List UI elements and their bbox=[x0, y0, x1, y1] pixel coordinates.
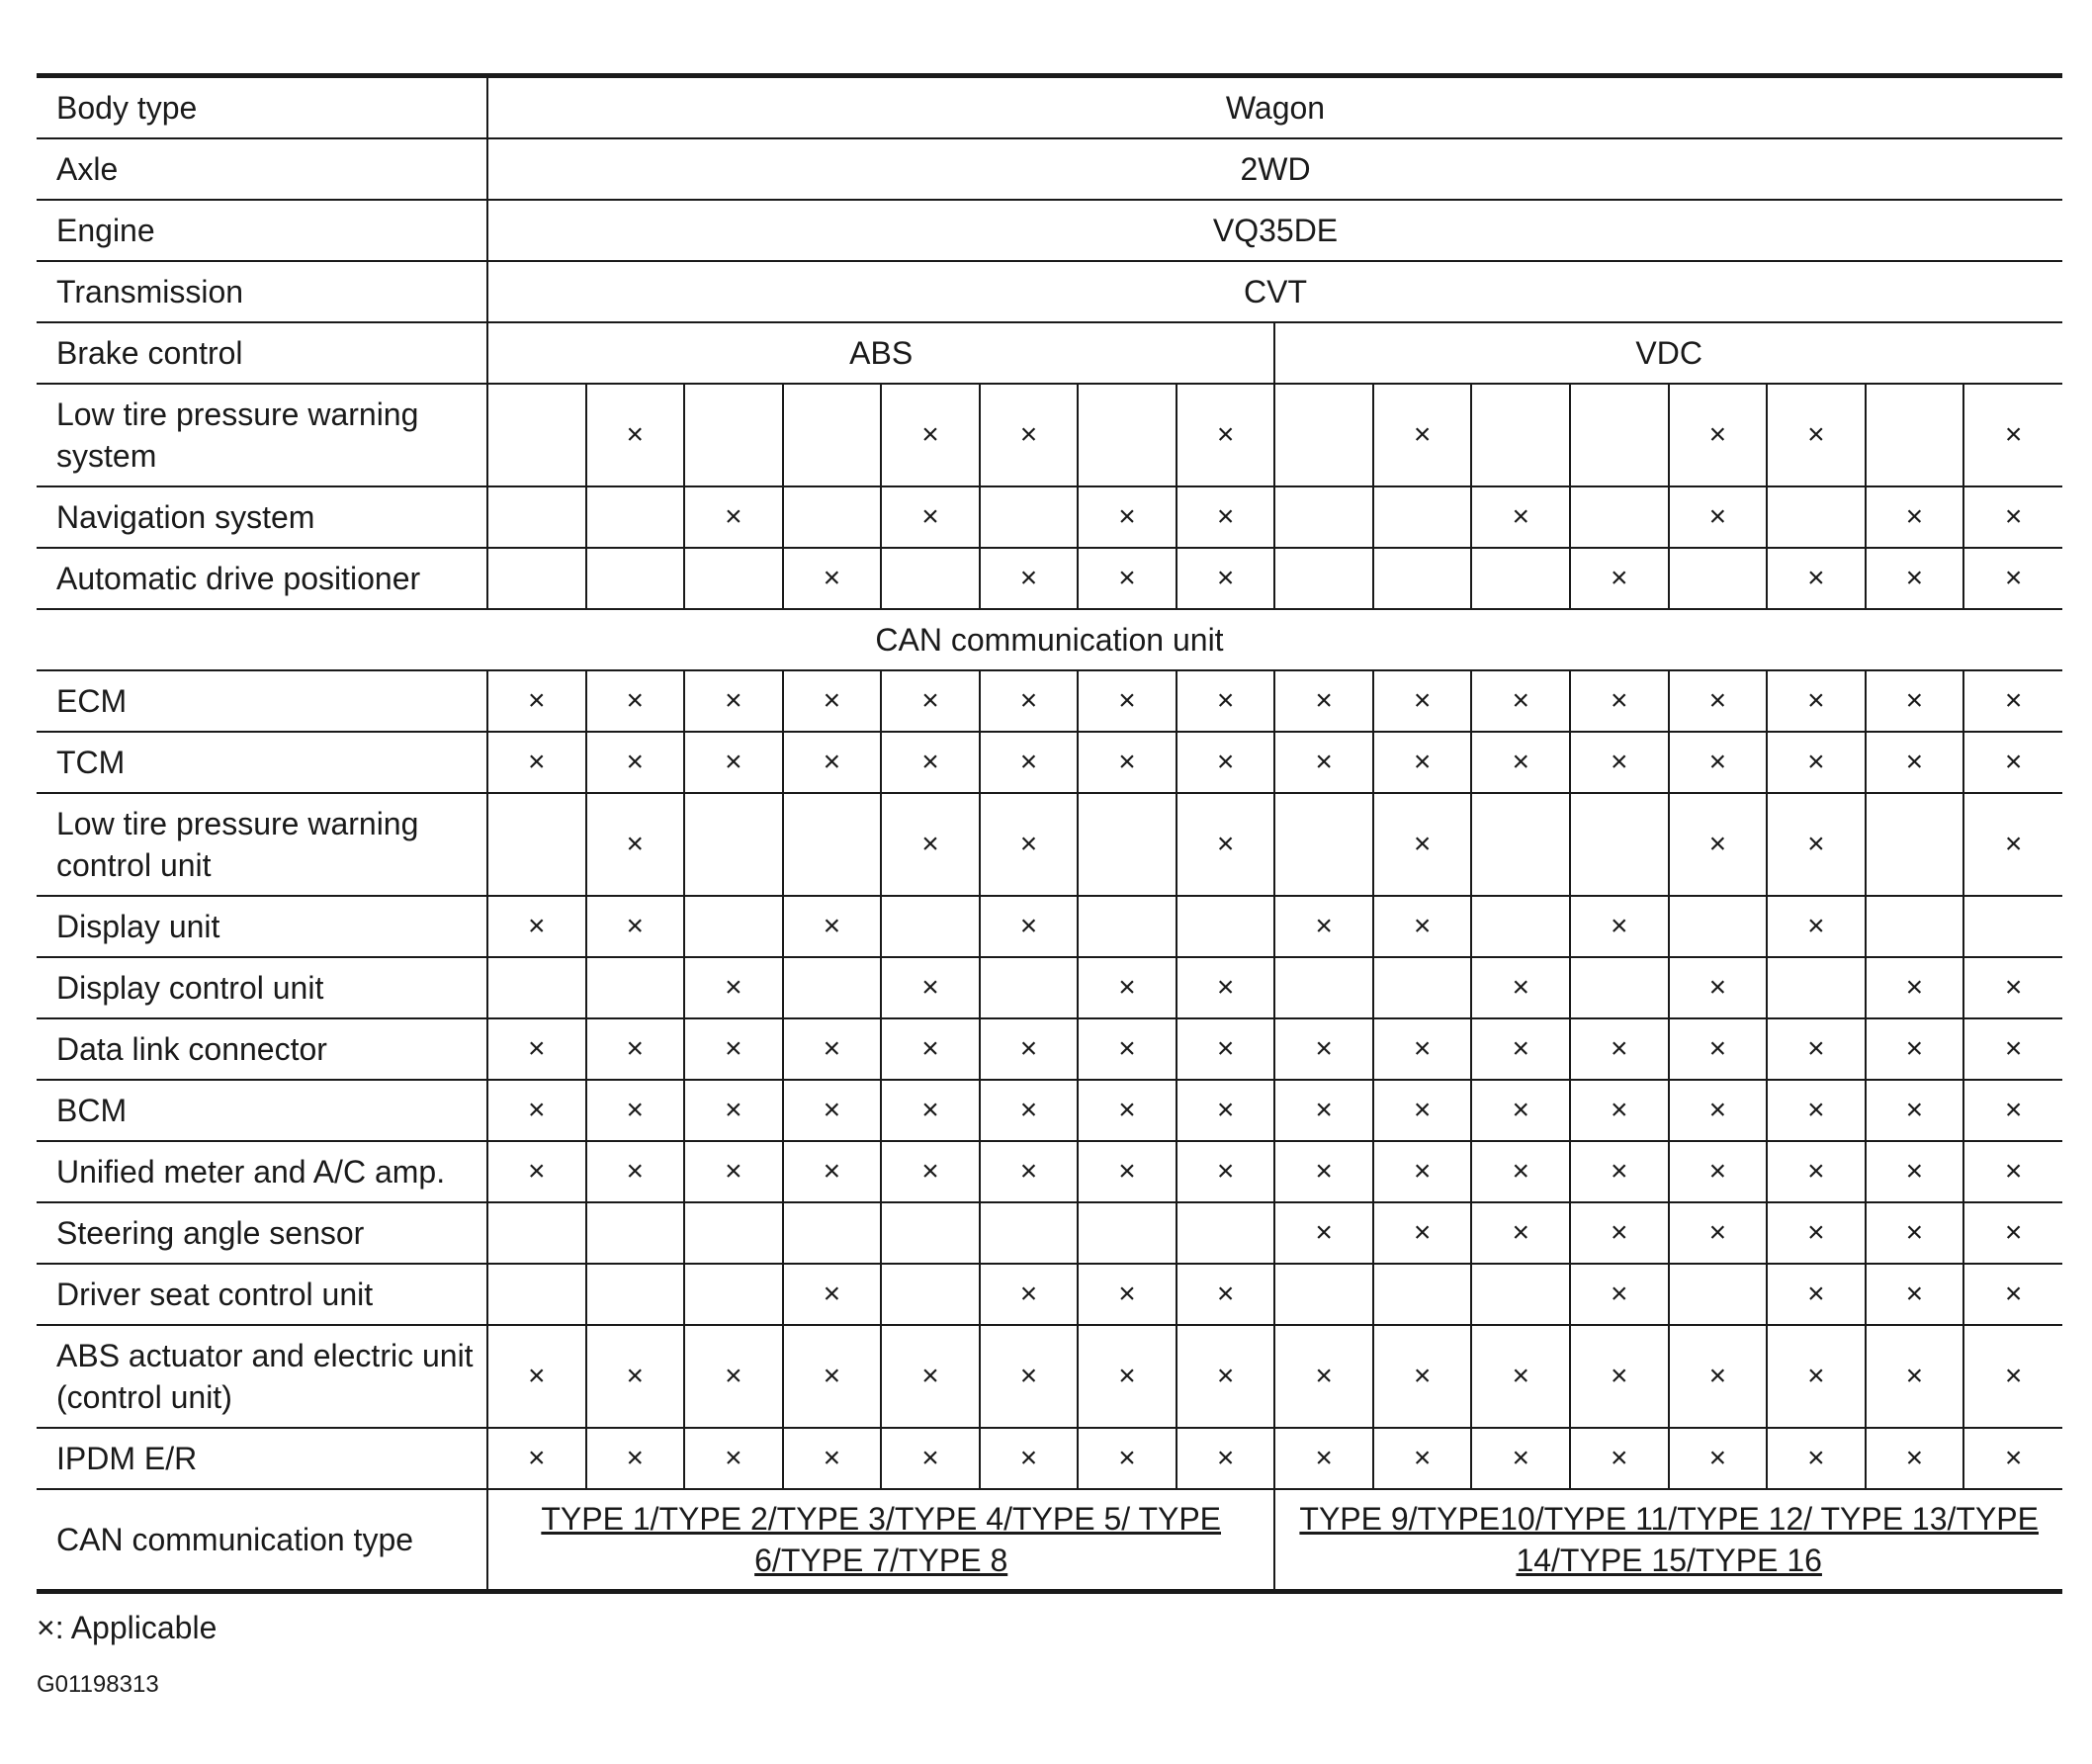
applicable-mark: × bbox=[980, 548, 1079, 609]
applicable-mark: × bbox=[1274, 896, 1373, 957]
empty-cell bbox=[1570, 486, 1669, 548]
applicable-mark: × bbox=[1669, 1018, 1768, 1080]
applicable-mark: × bbox=[1177, 1018, 1275, 1080]
applicable-mark: × bbox=[1471, 1080, 1570, 1141]
applicable-mark: × bbox=[1471, 1428, 1570, 1489]
applicable-mark: × bbox=[1866, 670, 1964, 732]
applicable-mark: × bbox=[980, 1018, 1079, 1080]
applicable-mark: × bbox=[1669, 1325, 1768, 1428]
row-label: Low tire pressure warning system bbox=[37, 384, 487, 486]
brake-control-row bbox=[37, 322, 2062, 384]
applicable-mark: × bbox=[783, 1018, 882, 1080]
applicable-mark: × bbox=[1866, 1202, 1964, 1264]
applicable-mark: × bbox=[783, 1325, 882, 1428]
empty-cell bbox=[1373, 486, 1472, 548]
empty-cell bbox=[1274, 957, 1373, 1018]
row-label: CAN communication type bbox=[37, 1489, 487, 1592]
empty-cell bbox=[783, 957, 882, 1018]
applicable-mark: × bbox=[783, 1428, 882, 1489]
option-row bbox=[37, 548, 2062, 609]
applicable-mark: × bbox=[1471, 670, 1570, 732]
applicable-mark: × bbox=[881, 1018, 980, 1080]
applicable-mark: × bbox=[1373, 1141, 1472, 1202]
applicable-mark: × bbox=[487, 1141, 586, 1202]
applicable-mark: × bbox=[1373, 670, 1472, 732]
applicable-mark: × bbox=[1373, 896, 1472, 957]
applicable-mark: × bbox=[881, 486, 980, 548]
applicable-mark: × bbox=[1866, 1141, 1964, 1202]
applicable-mark: × bbox=[1570, 1018, 1669, 1080]
row-label: Unified meter and A/C amp. bbox=[37, 1141, 487, 1202]
applicable-mark: × bbox=[1767, 793, 1866, 896]
applicable-mark: × bbox=[1570, 1202, 1669, 1264]
applicable-mark: × bbox=[684, 957, 783, 1018]
applicable-mark: × bbox=[586, 1018, 685, 1080]
applicable-mark: × bbox=[586, 1325, 685, 1428]
applicable-mark: × bbox=[1669, 1141, 1768, 1202]
applicable-mark: × bbox=[1669, 732, 1768, 793]
applicable-mark: × bbox=[1669, 670, 1768, 732]
applicable-mark: × bbox=[1471, 732, 1570, 793]
empty-cell bbox=[684, 548, 783, 609]
applicable-mark: × bbox=[980, 1325, 1079, 1428]
empty-cell bbox=[1669, 548, 1768, 609]
table-body bbox=[37, 76, 2062, 1592]
applicable-mark: × bbox=[1669, 486, 1768, 548]
empty-cell bbox=[1177, 1202, 1275, 1264]
empty-cell bbox=[1274, 384, 1373, 486]
empty-cell bbox=[1471, 1264, 1570, 1325]
row-label: Axle bbox=[37, 138, 487, 200]
applicable-mark: × bbox=[980, 384, 1079, 486]
header-value: Wagon bbox=[487, 76, 2062, 139]
empty-cell bbox=[684, 896, 783, 957]
applicable-mark: × bbox=[1274, 670, 1373, 732]
applicable-mark: × bbox=[1866, 486, 1964, 548]
row-label: Transmission bbox=[37, 261, 487, 322]
applicable-mark: × bbox=[1471, 1141, 1570, 1202]
empty-cell bbox=[586, 1264, 685, 1325]
unit-row bbox=[37, 793, 2062, 896]
row-label: Driver seat control unit bbox=[37, 1264, 487, 1325]
applicable-mark: × bbox=[586, 896, 685, 957]
row-label: Low tire pressure warning control unit bbox=[37, 793, 487, 896]
empty-cell bbox=[487, 1202, 586, 1264]
empty-cell bbox=[487, 793, 586, 896]
brake-group-vdc: VDC bbox=[1274, 322, 2062, 384]
applicable-mark: × bbox=[1963, 1080, 2062, 1141]
applicable-mark: × bbox=[1373, 384, 1472, 486]
applicable-mark: × bbox=[1963, 1264, 2062, 1325]
empty-cell bbox=[1471, 548, 1570, 609]
applicable-mark: × bbox=[1274, 1428, 1373, 1489]
applicable-mark: × bbox=[1570, 896, 1669, 957]
applicable-mark: × bbox=[487, 1325, 586, 1428]
applicable-mark: × bbox=[684, 486, 783, 548]
section-title: CAN communication unit bbox=[37, 609, 2062, 670]
header-row bbox=[37, 200, 2062, 261]
unit-row bbox=[37, 1080, 2062, 1141]
applicable-mark: × bbox=[1963, 1428, 2062, 1489]
empty-cell bbox=[1669, 896, 1768, 957]
row-label: Navigation system bbox=[37, 486, 487, 548]
brake-group-abs: ABS bbox=[487, 322, 1274, 384]
applicable-mark: × bbox=[783, 1080, 882, 1141]
empty-cell bbox=[1274, 486, 1373, 548]
empty-cell bbox=[586, 548, 685, 609]
empty-cell bbox=[586, 957, 685, 1018]
header-row bbox=[37, 138, 2062, 200]
applicable-mark: × bbox=[487, 896, 586, 957]
applicable-mark: × bbox=[881, 384, 980, 486]
applicable-mark: × bbox=[1669, 384, 1768, 486]
applicable-mark: × bbox=[487, 732, 586, 793]
empty-cell bbox=[487, 957, 586, 1018]
applicable-mark: × bbox=[1866, 1264, 1964, 1325]
applicable-mark: × bbox=[881, 670, 980, 732]
applicable-mark: × bbox=[586, 1428, 685, 1489]
empty-cell bbox=[1373, 1264, 1472, 1325]
unit-row bbox=[37, 732, 2062, 793]
applicable-mark: × bbox=[1866, 548, 1964, 609]
applicable-mark: × bbox=[1767, 896, 1866, 957]
empty-cell bbox=[1570, 957, 1669, 1018]
applicable-mark: × bbox=[1373, 1018, 1472, 1080]
applicable-mark: × bbox=[1570, 1428, 1669, 1489]
row-label: IPDM E/R bbox=[37, 1428, 487, 1489]
applicable-mark: × bbox=[783, 896, 882, 957]
applicable-mark: × bbox=[1471, 1018, 1570, 1080]
applicable-mark: × bbox=[1078, 957, 1177, 1018]
applicable-mark: × bbox=[1471, 1202, 1570, 1264]
applicable-mark: × bbox=[1570, 1264, 1669, 1325]
applicable-mark: × bbox=[1866, 1018, 1964, 1080]
empty-cell bbox=[684, 384, 783, 486]
empty-cell bbox=[980, 957, 1079, 1018]
applicable-mark: × bbox=[881, 1428, 980, 1489]
applicable-mark: × bbox=[1767, 732, 1866, 793]
empty-cell bbox=[1373, 548, 1472, 609]
applicable-mark: × bbox=[1963, 1325, 2062, 1428]
empty-cell bbox=[1471, 793, 1570, 896]
empty-cell bbox=[1274, 1264, 1373, 1325]
row-label: Display control unit bbox=[37, 957, 487, 1018]
row-label: Automatic drive positioner bbox=[37, 548, 487, 609]
row-label: Steering angle sensor bbox=[37, 1202, 487, 1264]
applicable-mark: × bbox=[1373, 1325, 1472, 1428]
unit-row bbox=[37, 957, 2062, 1018]
applicable-mark: × bbox=[1373, 1080, 1472, 1141]
empty-cell bbox=[1570, 384, 1669, 486]
applicable-mark: × bbox=[1373, 732, 1472, 793]
empty-cell bbox=[487, 486, 586, 548]
applicable-mark: × bbox=[1767, 548, 1866, 609]
applicable-mark: × bbox=[1570, 1141, 1669, 1202]
empty-cell bbox=[1866, 793, 1964, 896]
applicable-mark: × bbox=[1274, 1325, 1373, 1428]
empty-cell bbox=[1177, 896, 1275, 957]
empty-cell bbox=[1078, 1202, 1177, 1264]
applicable-mark: × bbox=[1570, 548, 1669, 609]
applicable-mark: × bbox=[1177, 957, 1275, 1018]
empty-cell bbox=[1767, 957, 1866, 1018]
applicable-mark: × bbox=[487, 1018, 586, 1080]
applicable-mark: × bbox=[1177, 732, 1275, 793]
applicable-mark: × bbox=[684, 1428, 783, 1489]
unit-row bbox=[37, 1428, 2062, 1489]
applicable-mark: × bbox=[1177, 1428, 1275, 1489]
applicable-mark: × bbox=[487, 1080, 586, 1141]
applicable-mark: × bbox=[586, 1141, 685, 1202]
applicable-mark: × bbox=[1963, 486, 2062, 548]
applicable-mark: × bbox=[881, 793, 980, 896]
applicable-mark: × bbox=[586, 1080, 685, 1141]
applicable-mark: × bbox=[1767, 1428, 1866, 1489]
header-value: 2WD bbox=[487, 138, 2062, 200]
applicable-mark: × bbox=[783, 548, 882, 609]
applicable-mark: × bbox=[1963, 793, 2062, 896]
empty-cell bbox=[783, 1202, 882, 1264]
row-label: ECM bbox=[37, 670, 487, 732]
applicable-mark: × bbox=[1078, 1264, 1177, 1325]
row-label: BCM bbox=[37, 1080, 487, 1141]
applicable-mark: × bbox=[881, 957, 980, 1018]
unit-row bbox=[37, 1141, 2062, 1202]
applicable-mark: × bbox=[1669, 957, 1768, 1018]
empty-cell bbox=[1669, 1264, 1768, 1325]
section-row bbox=[37, 609, 2062, 670]
applicable-mark: × bbox=[586, 670, 685, 732]
empty-cell bbox=[1471, 896, 1570, 957]
applicable-mark: × bbox=[1866, 1325, 1964, 1428]
applicable-mark: × bbox=[1669, 793, 1768, 896]
empty-cell bbox=[684, 793, 783, 896]
applicable-mark: × bbox=[1963, 1018, 2062, 1080]
empty-cell bbox=[1767, 486, 1866, 548]
applicable-mark: × bbox=[980, 732, 1079, 793]
empty-cell bbox=[1078, 793, 1177, 896]
unit-row bbox=[37, 1202, 2062, 1264]
applicable-mark: × bbox=[881, 1080, 980, 1141]
applicable-mark: × bbox=[1963, 384, 2062, 486]
applicable-mark: × bbox=[1177, 486, 1275, 548]
applicable-mark: × bbox=[684, 1080, 783, 1141]
applicable-mark: × bbox=[1177, 793, 1275, 896]
applicable-mark: × bbox=[1866, 1428, 1964, 1489]
applicable-mark: × bbox=[1177, 670, 1275, 732]
applicable-mark: × bbox=[1767, 670, 1866, 732]
applicable-mark: × bbox=[1767, 1080, 1866, 1141]
empty-cell bbox=[1570, 793, 1669, 896]
abs-can-types: TYPE 1/TYPE 2/TYPE 3/TYPE 4/TYPE 5/ TYPE 6/TYPE 7/TYPE 8 bbox=[487, 1489, 1274, 1592]
applicable-mark: × bbox=[1078, 732, 1177, 793]
empty-cell bbox=[1373, 957, 1472, 1018]
applicable-mark: × bbox=[586, 384, 685, 486]
applicable-mark: × bbox=[783, 732, 882, 793]
empty-cell bbox=[586, 486, 685, 548]
applicable-mark: × bbox=[980, 670, 1079, 732]
unit-row bbox=[37, 1018, 2062, 1080]
empty-cell bbox=[487, 1264, 586, 1325]
applicable-mark: × bbox=[1471, 486, 1570, 548]
applicable-mark: × bbox=[487, 670, 586, 732]
applicable-mark: × bbox=[1177, 1325, 1275, 1428]
applicable-mark: × bbox=[1274, 1141, 1373, 1202]
row-label: Display unit bbox=[37, 896, 487, 957]
applicable-mark: × bbox=[1177, 1264, 1275, 1325]
applicable-mark: × bbox=[783, 1264, 882, 1325]
applicable-mark: × bbox=[1078, 670, 1177, 732]
figure-code: G01198313 bbox=[37, 1671, 159, 1698]
applicable-mark: × bbox=[1669, 1202, 1768, 1264]
legend: ×: Applicable bbox=[37, 1610, 218, 1645]
applicable-mark: × bbox=[980, 1428, 1079, 1489]
unit-row bbox=[37, 896, 2062, 957]
applicable-mark: × bbox=[1767, 1264, 1866, 1325]
row-label: TCM bbox=[37, 732, 487, 793]
applicable-mark: × bbox=[1669, 1428, 1768, 1489]
applicable-mark: × bbox=[1669, 1080, 1768, 1141]
empty-cell bbox=[1963, 896, 2062, 957]
applicable-mark: × bbox=[684, 1018, 783, 1080]
can-type-row bbox=[37, 1489, 2062, 1592]
applicable-mark: × bbox=[1274, 1202, 1373, 1264]
applicable-mark: × bbox=[1570, 1080, 1669, 1141]
applicable-mark: × bbox=[1078, 486, 1177, 548]
applicable-mark: × bbox=[1373, 793, 1472, 896]
applicable-mark: × bbox=[783, 670, 882, 732]
applicable-mark: × bbox=[1274, 1080, 1373, 1141]
applicable-mark: × bbox=[1866, 732, 1964, 793]
row-label: Body type bbox=[37, 76, 487, 139]
option-row bbox=[37, 486, 2062, 548]
applicable-mark: × bbox=[1767, 1141, 1866, 1202]
empty-cell bbox=[980, 486, 1079, 548]
applicable-mark: × bbox=[1963, 957, 2062, 1018]
empty-cell bbox=[1866, 384, 1964, 486]
empty-cell bbox=[586, 1202, 685, 1264]
empty-cell bbox=[684, 1264, 783, 1325]
empty-cell bbox=[881, 548, 980, 609]
header-row bbox=[37, 76, 2062, 139]
applicable-mark: × bbox=[980, 1080, 1079, 1141]
applicable-mark: × bbox=[1177, 548, 1275, 609]
applicable-mark: × bbox=[881, 1325, 980, 1428]
applicable-mark: × bbox=[881, 1141, 980, 1202]
row-label: Data link connector bbox=[37, 1018, 487, 1080]
applicable-mark: × bbox=[980, 793, 1079, 896]
empty-cell bbox=[487, 548, 586, 609]
applicable-mark: × bbox=[1373, 1428, 1472, 1489]
applicable-mark: × bbox=[1177, 384, 1275, 486]
empty-cell bbox=[1866, 896, 1964, 957]
applicable-mark: × bbox=[684, 1325, 783, 1428]
applicable-mark: × bbox=[881, 732, 980, 793]
applicable-mark: × bbox=[1767, 1202, 1866, 1264]
applicable-mark: × bbox=[1963, 1202, 2062, 1264]
empty-cell bbox=[783, 384, 882, 486]
option-row bbox=[37, 384, 2062, 486]
empty-cell bbox=[487, 384, 586, 486]
empty-cell bbox=[1078, 384, 1177, 486]
empty-cell bbox=[1078, 896, 1177, 957]
applicable-mark: × bbox=[1767, 384, 1866, 486]
applicable-mark: × bbox=[1078, 1428, 1177, 1489]
applicable-mark: × bbox=[1274, 732, 1373, 793]
empty-cell bbox=[1274, 793, 1373, 896]
header-value: VQ35DE bbox=[487, 200, 2062, 261]
applicable-mark: × bbox=[980, 1141, 1079, 1202]
applicable-mark: × bbox=[1373, 1202, 1472, 1264]
applicable-mark: × bbox=[1078, 548, 1177, 609]
unit-row bbox=[37, 1264, 2062, 1325]
applicable-mark: × bbox=[1570, 1325, 1669, 1428]
row-label: ABS actuator and electric unit (control unit) bbox=[37, 1325, 487, 1428]
empty-cell bbox=[881, 1264, 980, 1325]
applicable-mark: × bbox=[1177, 1080, 1275, 1141]
empty-cell bbox=[1471, 384, 1570, 486]
applicable-mark: × bbox=[1866, 957, 1964, 1018]
can-system-table bbox=[37, 73, 2062, 1594]
applicable-mark: × bbox=[1963, 548, 2062, 609]
applicable-mark: × bbox=[1471, 957, 1570, 1018]
applicable-mark: × bbox=[980, 896, 1079, 957]
applicable-mark: × bbox=[1767, 1325, 1866, 1428]
empty-cell bbox=[980, 1202, 1079, 1264]
unit-row bbox=[37, 670, 2062, 732]
vdc-can-types: TYPE 9/TYPE10/TYPE 11/TYPE 12/ TYPE 13/TYPE 14/TYPE 15/TYPE 16 bbox=[1274, 1489, 2062, 1592]
applicable-mark: × bbox=[1078, 1080, 1177, 1141]
applicable-mark: × bbox=[1274, 1018, 1373, 1080]
row-label: Brake control bbox=[37, 322, 487, 384]
applicable-mark: × bbox=[1570, 670, 1669, 732]
applicable-mark: × bbox=[586, 793, 685, 896]
applicable-mark: × bbox=[487, 1428, 586, 1489]
applicable-mark: × bbox=[1963, 670, 2062, 732]
applicable-mark: × bbox=[1078, 1018, 1177, 1080]
applicable-mark: × bbox=[1078, 1325, 1177, 1428]
applicable-mark: × bbox=[1471, 1325, 1570, 1428]
applicable-mark: × bbox=[1570, 732, 1669, 793]
header-value: CVT bbox=[487, 261, 2062, 322]
empty-cell bbox=[783, 793, 882, 896]
unit-row bbox=[37, 1325, 2062, 1428]
row-label: Engine bbox=[37, 200, 487, 261]
applicable-mark: × bbox=[1963, 732, 2062, 793]
applicable-mark: × bbox=[586, 732, 685, 793]
applicable-mark: × bbox=[1078, 1141, 1177, 1202]
empty-cell bbox=[684, 1202, 783, 1264]
empty-cell bbox=[1274, 548, 1373, 609]
can-system-table-sheet bbox=[37, 73, 2062, 1594]
applicable-mark: × bbox=[684, 670, 783, 732]
applicable-mark: × bbox=[684, 1141, 783, 1202]
applicable-mark: × bbox=[684, 732, 783, 793]
empty-cell bbox=[783, 486, 882, 548]
applicable-mark: × bbox=[1866, 1080, 1964, 1141]
applicable-mark: × bbox=[783, 1141, 882, 1202]
applicable-mark: × bbox=[980, 1264, 1079, 1325]
applicable-mark: × bbox=[1177, 1141, 1275, 1202]
header-row bbox=[37, 261, 2062, 322]
applicable-mark: × bbox=[1767, 1018, 1866, 1080]
applicable-mark: × bbox=[1963, 1141, 2062, 1202]
empty-cell bbox=[881, 1202, 980, 1264]
empty-cell bbox=[881, 896, 980, 957]
